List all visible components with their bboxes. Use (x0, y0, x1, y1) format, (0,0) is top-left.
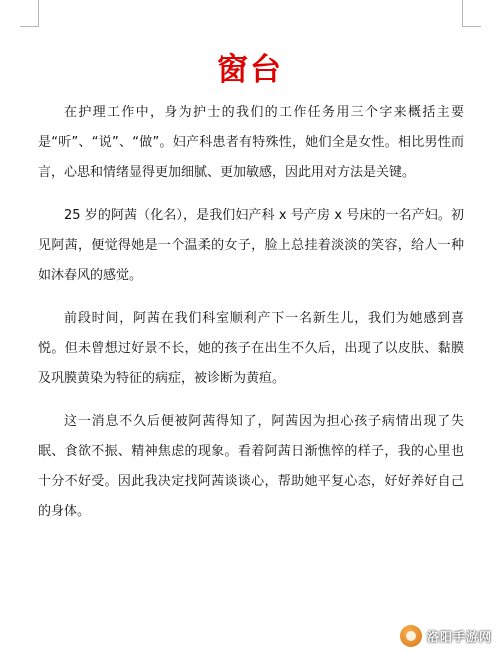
game-site-logo-icon (400, 625, 422, 647)
crop-mark-top-left (20, 0, 39, 27)
document-title: 窗台 (217, 52, 283, 88)
paragraph-1: 在护理工作中，身为护士的我们的工作任务用三个字来概括主要是“听”、“说”、“做”。妇产科患者有特殊性，她们全是女性。相比男性而言，心思和情绪显得更加细腻、更加敏感，因此用对方法是关键。 (38, 105, 464, 180)
document-body (38, 98, 464, 540)
paragraph-3: 前段时间，阿茜在我们科室顺利产下一名新生儿，我们为她感到喜悦。但未曾想过好景不长，她的孩子在出生不久后，出现了以皮肤、黏膜及巩膜黄染为特征的病症，被诊断为黄疸。 (38, 311, 464, 386)
watermark-text: 洛阳手游网 (426, 629, 492, 644)
site-watermark (400, 625, 492, 647)
paragraph-4: 这一消息不久后便被阿茜得知了，阿茜因为担心孩子病情出现了失眠、食欲不振、精神焦虑的现象。看着阿茜日渐憔悴的样子，我的心里也十分不好受。因此我决定找阿茜谈谈心，帮助她平复心态，好好养好自己的身体。 (38, 414, 464, 519)
paragraph-2: 25 岁的阿茜（化名），是我们妇产科 x 号产房 x 号床的一名产妇。初见阿茜，便觉得她是一个温柔的女子，脸上总挂着淡淡的笑容，给人一种如沐春风的感觉。 (38, 208, 464, 283)
crop-mark-top-right (462, 0, 481, 27)
